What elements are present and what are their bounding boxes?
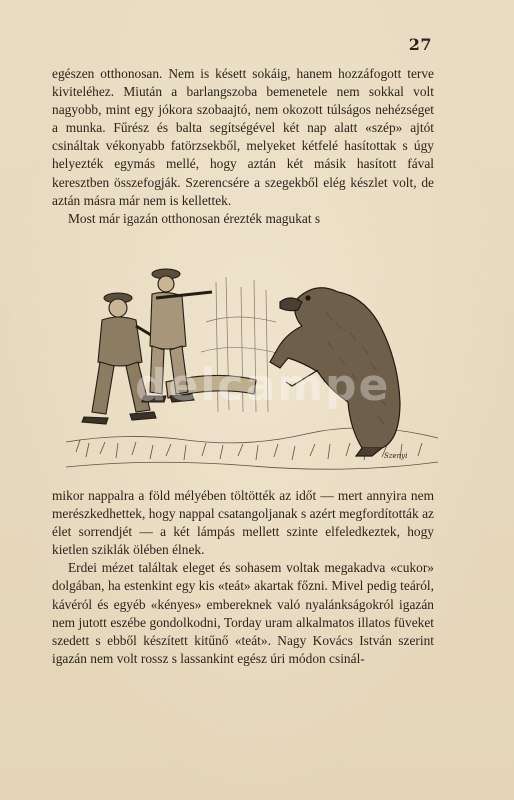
page-number: 27	[408, 35, 432, 54]
upper-text-block	[52, 65, 434, 228]
artist-signature: Szenyi	[384, 452, 408, 460]
paragraph: mikor nappalra a föld mélyében töltötték az időt — mert annyira nem merészkedhettek, hogy nappal csatangoljanak s azért megfordították az élet sorrendjét — a két lámpás mellett szinte elfeledkeztek, hogy kietlen sziklák ölében élnek.	[52, 488, 434, 558]
watermark: delcampe	[135, 360, 391, 411]
paragraph: egészen otthonosan. Nem is késett sokáig, hanem hozzáfogott terve kiviteléhez. Miután a barlangszoba bemenetele nem sokkal volt nagyobb, mint egy jókora szobaajtó, nem okozott túlságos nehézséget a munka. Fűrész és balta segítségével két nap alatt «szép» ajtót csináltak vékonyabb fatörzsekből, melyeket kétfelé hasítottak s úgy helyezték egymás mellé, hogy aztán két másik hasított fával keresztben összefogják. Szerencsére a szegekből elég készlet volt, de aztán másra már nem is kellettek.	[52, 66, 434, 208]
lower-text-block	[52, 487, 434, 668]
illustration-drawing	[66, 262, 438, 474]
paragraph: Most már igazán otthonosan érezték magukat s	[68, 210, 321, 226]
hunters-and-bear-illustration	[66, 262, 438, 474]
paragraph: Erdei mézet találtak eleget és sohasem voltak megakadva «cukor» dolgában, ha estenkint egy kis «teát» akartak főzni. Mivel pedig teáról, kávéról és egyéb «kényes» embereknek való nyalánkságokról igazán nem jutott eszébe gondolkodni, Torday uram alkalmatos illatos füveket szedett s ebből készített kitűnő «teát». Nagy Kovács István szerint igazán nem volt rossz s lassankint egész úri módon csinál-	[52, 560, 434, 666]
